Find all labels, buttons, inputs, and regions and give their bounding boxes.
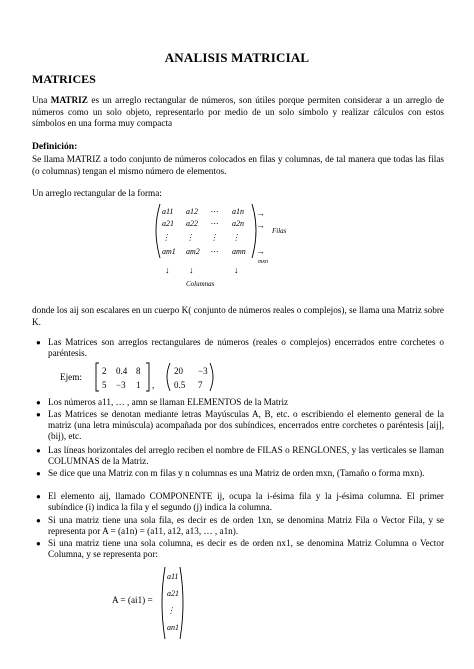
column-vector-entry: an1 xyxy=(167,623,179,632)
bullet-text: Si una matriz tiene una sola columna, es decir es de orden nx1, se denomina Matriz Columna o Vector Columna, y se representa por: xyxy=(48,538,444,559)
matrix-entry: amn xyxy=(232,247,246,256)
column-vector-entry: a11 xyxy=(167,572,179,581)
matrix-entry: a1n xyxy=(232,207,244,216)
example-matrices xyxy=(94,360,244,394)
bullet-5: ● Se dice que una Matriz con m filas y n columnas es una Matriz de orden mxn, (Tamaño o forma mxn). xyxy=(36,468,425,478)
matrix-entry: am2 xyxy=(186,247,200,256)
col-arrow-3: ↓ xyxy=(234,265,239,275)
column-vector-entry: a21 xyxy=(167,589,179,598)
matrix-entry: ⋮ xyxy=(162,233,170,242)
bullet-text: Se dice que una Matriz con m filas y n columnas es una Matriz de orden mxn, (Tamaño o forma mxn). xyxy=(48,468,425,478)
row-arrow-1: → xyxy=(256,208,265,218)
matrix-entry: a21 xyxy=(162,219,174,228)
example-matrix-1-entry: 5 xyxy=(102,380,107,390)
filas-label: Filas xyxy=(272,227,287,235)
intro-pre: Una xyxy=(32,95,51,105)
general-matrix-figure xyxy=(148,198,298,292)
column-vector-lhs: A = (ai1) = xyxy=(112,595,153,605)
bullet-1 xyxy=(36,337,444,359)
matrix-entry: ⋯ xyxy=(210,207,218,216)
arreglo-text: Un arreglo rectangular de la forma: xyxy=(32,188,162,198)
row-arrow-2: → xyxy=(256,220,265,230)
row-arrow-3: → xyxy=(256,246,265,256)
matrix-entry: a22 xyxy=(186,219,198,228)
intro-post: es un arreglo rectangular de números, son útiles porque permiten considerar a un arreglo de números como un solo objeto, representarlo por medio de un solo símbolo y realizar cálculos con estos símbolos en una forma muy compacta xyxy=(32,95,444,128)
matrix-entry: ⋯ xyxy=(210,247,218,256)
matrix-entry: ⋮ xyxy=(210,233,218,242)
bullet-text: Si una matriz tiene una sola fila, es decir es de orden 1xn, se denomina Matriz Fila o Vector Fila, y se representa por A = (a1n) = (a11, a12, a13, … , a1n). xyxy=(48,515,444,536)
bullet-8: ● Si una matriz tiene una sola columna, es decir es de orden nx1, se denomina Matriz Columna o Vector Columna, y se representa por: xyxy=(36,538,444,559)
bullet-7: ● Si una matriz tiene una sola fila, es decir es de orden 1xn, se denomina Matriz Fila o Vector Fila, y se representa por A = (a1n) = (a11, a12, a13, … , a1n). xyxy=(36,515,444,536)
example-matrix-1-entry: 2 xyxy=(102,366,107,376)
example-matrix-1-entry: 8 xyxy=(136,366,141,376)
bullet-3: ● Las Matrices se denotan mediante letras Mayúsculas A, B, etc. o escribiendo el elemento general de la matriz (una letra minúscula) acompañada por dos subíndices, encerrados entre corchetes o paréntesis [aij], (bij), etc. xyxy=(36,409,444,441)
example-matrix-2-entry: 20 xyxy=(174,366,183,376)
example-matrix-1-entry: −3 xyxy=(116,380,126,390)
bullet-text: Las Matrices se denotan mediante letras Mayúsculas A, B, etc. o escribiendo el elemento general de la matriz (una letra minúscula) acompañada por dos subíndices, encerrados entre corchetes o paréntesis [aij], (bij), etc. xyxy=(48,409,444,441)
bullet-text: Las líneas horizontales del arreglo reciben el nombre de FILAS o RENGLONES, y las verticales se llaman COLUMNAS de la Matriz. xyxy=(48,445,444,466)
bullet-text: Los números a11, … , amn se llaman ELEMENTOS de la Matriz xyxy=(48,397,289,407)
ejem-label: Ejem: xyxy=(60,372,82,382)
intro-paragraph xyxy=(32,95,444,130)
column-vector xyxy=(158,565,188,641)
matrix-entry: am1 xyxy=(162,247,176,256)
section-heading: MATRICES xyxy=(32,72,96,86)
example-matrix-1-entry: 0.4 xyxy=(116,366,128,376)
definition-text: Se llama MATRIZ a todo conjunto de números colocados en filas y columnas, de tal manera que todas las filas (o columnas) tengan el mismo número de elementos. xyxy=(32,154,444,176)
matrix-entry: a11 xyxy=(162,207,174,216)
example-matrix-2-entry: −3 xyxy=(198,366,208,376)
definition-heading: Definición: xyxy=(32,141,78,152)
bullet-4: ● Las líneas horizontales del arreglo reciben el nombre de FILAS o RENGLONES, y las verticales se llaman COLUMNAS de la Matriz. xyxy=(36,445,444,466)
donde-text: donde los aij son escalares en un cuerpo K( conjunto de números reales o complejos), se llama una Matriz sobre K. xyxy=(32,305,444,327)
matrix-size-label: mxn xyxy=(258,259,268,265)
example-matrix-2-entry: 7 xyxy=(198,380,203,390)
matrix-entry: ⋯ xyxy=(210,219,218,228)
page-title: ANALISIS MATRICIAL xyxy=(164,50,310,65)
columnas-label: Columnas xyxy=(186,280,215,288)
bullet-text: Las Matrices son arreglos rectangulares de números (reales o complejos) encerrados entre corchetes o paréntesis. xyxy=(48,337,444,358)
col-arrow-1: ↓ xyxy=(165,265,170,275)
bullet-dot: ● xyxy=(36,338,41,347)
example-matrix-1-entry: 1 xyxy=(136,380,141,390)
matrix-entry: ⋮ xyxy=(186,233,194,242)
intro-bold-term: MATRIZ xyxy=(50,95,88,105)
column-vector-entry: ⋮ xyxy=(167,606,175,615)
svg-text:,: , xyxy=(152,380,155,390)
bullet-6: ● El elemento aij, llamado COMPONENTE ij, ocupa la i-ésima fila y la j-ésima columna. El primer subíndice (i) indica la fila y el segundo (j) indica la columna. xyxy=(36,491,444,512)
bullet-2: ● Los números a11, … , amn se llaman ELEMENTOS de la Matriz xyxy=(36,397,289,407)
matrix-entry: a12 xyxy=(186,207,198,216)
col-arrow-2: ↓ xyxy=(189,265,194,275)
example-matrix-2-entry: 0.5 xyxy=(174,380,186,390)
bullet-text: El elemento aij, llamado COMPONENTE ij, ocupa la i-ésima fila y la j-ésima columna. El primer subíndice (i) indica la fila y el segundo (j) indica la columna. xyxy=(48,491,444,512)
matrix-entry: ⋮ xyxy=(232,233,240,242)
matrix-entry: a2n xyxy=(232,219,244,228)
